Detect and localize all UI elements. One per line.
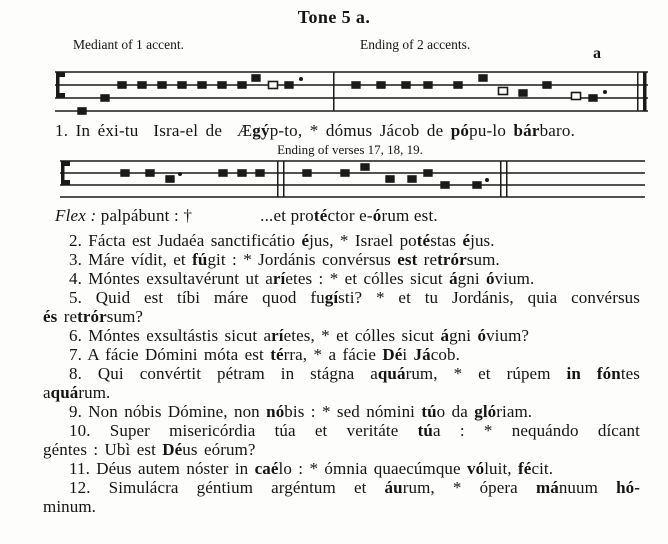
text-segment: ctor e- [327,206,373,225]
text-segment: etes : * et cólles sicut [285,269,450,288]
punctum-note [472,181,481,189]
punctum-note [218,169,227,177]
verse-line [43,307,640,326]
accented-syllable: vó [467,459,485,478]
text-segment: rra, * a fácie [283,345,383,364]
text-segment: 11. Déus autem nóster in [69,459,255,478]
text-segment: 1. In éxi-tu Isra-el de Æ [55,121,253,140]
punctum-note [237,169,246,177]
accented-syllable: trór [77,307,107,326]
text-segment: baro. [539,121,576,140]
text-segment [581,364,597,383]
text-segment: jus. [470,231,495,250]
punctum-note [197,81,206,89]
text-segment: o da [436,402,475,421]
text-segment: gni [457,269,487,288]
verse-line [43,459,640,478]
verse-line [43,497,640,516]
verse-line [43,421,640,440]
punctum-note [518,89,527,97]
text-segment: géntes : Ubì est [43,440,163,459]
accented-syllable: Dé [162,440,183,459]
text-segment: 7. A fácie Dómini móta est [69,345,271,364]
text-segment: i [402,345,414,364]
hollow-punctum-note [572,93,581,100]
text-segment: rum, * et rúpem [405,364,567,383]
punctum-note [423,169,432,177]
accented-syllable: pó [450,121,470,140]
punctum-note [401,81,410,89]
punctum-note [407,175,416,183]
text-segment: re [417,250,438,269]
accented-syllable: hó- [616,478,640,497]
mora-dot [485,178,489,182]
flex-intonation-text [55,206,192,225]
do-clef-icon [56,72,65,77]
text-segment: ...et pro [260,206,314,225]
punctum-note [117,81,126,89]
accented-syllable: fón [596,364,621,383]
accented-syllable: in [566,364,581,383]
punctum-note [440,181,449,189]
mora-dot [299,77,303,81]
accented-syllable: Dé [382,345,403,364]
text-segment: etes, * et cólles sicut [283,326,441,345]
text-segment: cob. [430,345,460,364]
flex-line [55,206,438,226]
punctum-note [165,175,174,183]
text-segment: 3. Máre vídit, et [69,250,193,269]
accented-syllable: má [535,478,559,497]
text-segment: tes [620,364,640,383]
text-segment: 4. Móntes exsultavérunt ut a [69,269,273,288]
accented-syllable: trór [437,250,467,269]
text-segment: riam. [496,402,533,421]
accented-syllable: bár [513,121,540,140]
verse-line [43,345,640,364]
accented-syllable: rí [271,326,284,345]
accented-syllable: caé [254,459,279,478]
bar-line [643,72,647,111]
accented-syllable: quá [50,383,79,402]
verse-line [43,402,640,421]
punctum-note [376,81,385,89]
punctum-note [423,81,432,89]
accented-syllable: fé [518,459,532,478]
accented-syllable: té [416,231,431,250]
bar-line [283,161,285,197]
verse-line [43,288,640,307]
text-segment: 8. Qui convértit pétram in stágna a [69,364,378,383]
bar-line [506,161,508,197]
bar-line [500,161,502,197]
verse-line [43,231,640,250]
punctum-note [145,169,154,177]
punctum-note [77,107,86,115]
hollow-punctum-note [499,88,508,95]
accented-syllable: té [313,206,328,225]
text-segment: lo : * ómnia quaecúmque [278,459,468,478]
text-segment: rum. [78,383,111,402]
text-segment: cit. [531,459,554,478]
punctum-note [177,81,186,89]
verse-line [43,478,640,497]
text-segment: luit, [484,459,519,478]
punctum-note [251,74,260,82]
text-segment: sum. [466,250,500,269]
text-segment: p-to, * dómus Jácob de [269,121,451,140]
text-segment: 12. Simulácra géntium argéntum et [69,478,385,497]
text-segment: a : * nequándo dícant [432,421,640,440]
text-segment: sum? [106,307,144,326]
punctum-note [284,81,293,89]
punctum-note [385,175,394,183]
verse-line [43,250,640,269]
punctum-note [302,169,311,177]
punctum-note [157,81,166,89]
punctum-note [255,169,264,177]
bar-line [277,161,279,197]
punctum-note [100,94,109,102]
accented-syllable: ó [372,206,382,225]
accented-syllable: Já [413,345,431,364]
mora-dot [178,172,182,176]
punctum-note [120,169,129,177]
bar-line [637,72,639,111]
hollow-punctum-note [269,82,278,89]
text-segment: nuum [558,478,617,497]
accented-syllable: tú [421,402,437,421]
do-clef-icon [61,161,70,166]
tone-staff-notation [0,64,668,118]
verse-line [43,326,640,345]
accented-syllable: áu [384,478,403,497]
text-segment: git : * Jordánis convérsus [207,250,398,269]
text-segment: gni [449,326,478,345]
punctum-note [453,81,462,89]
ending-caption: Ending of 2 accents. [360,37,471,52]
accented-syllable: é [462,231,471,250]
accented-syllable: é [301,231,310,250]
verse-line [43,364,640,383]
accented-syllable: est [397,250,418,269]
punctum-note [340,169,349,177]
text-segment: vium. [494,269,535,288]
text-segment: 6. Móntes exsultástis sicut a [69,326,272,345]
bar-line [333,72,335,111]
accented-syllable: té [270,345,284,364]
text-segment: palpábunt : † [96,206,193,225]
accented-syllable: tú [417,421,433,440]
do-clef-icon [56,93,65,98]
accented-syllable: rí [272,269,286,288]
accented-syllable: ó [486,269,495,288]
text-segment: stas [430,231,463,250]
text-segment: pu-lo [469,121,514,140]
accented-syllable: ó [477,326,487,345]
text-segment: 2. Fácta est Judaéa sanctificátio [69,231,302,250]
punctum-note [542,81,551,89]
text-segment: rum est. [381,206,438,225]
accented-syllable: quá [377,364,406,383]
punctum-note [217,81,226,89]
text-segment: rum, * ópera [402,478,536,497]
mediant-caption: Mediant of 1 accent. [73,37,184,52]
punctum-note [588,94,597,102]
text-segment: 5. Quid est tíbi máre quod fu [69,288,325,307]
text-segment: vium? [486,326,530,345]
accented-syllable: á [449,269,458,288]
text-segment: re [57,307,78,326]
punctum-note [137,81,146,89]
verse-line [43,383,640,402]
punctum-note [351,81,360,89]
punctum-note [478,74,487,82]
do-clef-icon [61,180,70,185]
flex-continuation-text [260,206,438,225]
text-segment: bis : * sed nómini [284,402,422,421]
accented-syllable: fú [192,250,208,269]
text-segment: a [43,383,51,402]
text-segment: minum. [43,497,97,516]
verses-ending-caption: Ending of verses 17, 18, 19. [277,142,423,157]
accented-syllable: és [43,307,58,326]
verse-line [43,440,640,459]
text-segment: 9. Non nóbis Dómine, non [69,402,267,421]
italic-label: Flex : [55,206,97,225]
accented-syllable: nó [266,402,285,421]
mora-dot [603,90,607,94]
accented-syllable: á [440,326,450,345]
punctum-note [237,81,246,89]
text-segment: jus, * Israel po [309,231,417,250]
verse-1-pointed-text [55,121,575,141]
accented-syllable: gló [474,402,497,421]
flex-ending-staff-notation [0,155,668,205]
text-segment: sti? * et tu Jordánis, quia convérsus [338,288,640,307]
text-segment: us eórum? [182,440,256,459]
accented-syllable: gí [324,288,339,307]
verse-line [43,269,640,288]
ending-a-label: a [593,45,601,62]
punctum-note [360,163,369,171]
text-segment: 10. Super misericórdia túa et veritáte [69,421,418,440]
accented-syllable: gý [252,121,270,140]
page-title: Tone 5 a. [297,7,371,27]
psalm-verses [43,231,640,516]
